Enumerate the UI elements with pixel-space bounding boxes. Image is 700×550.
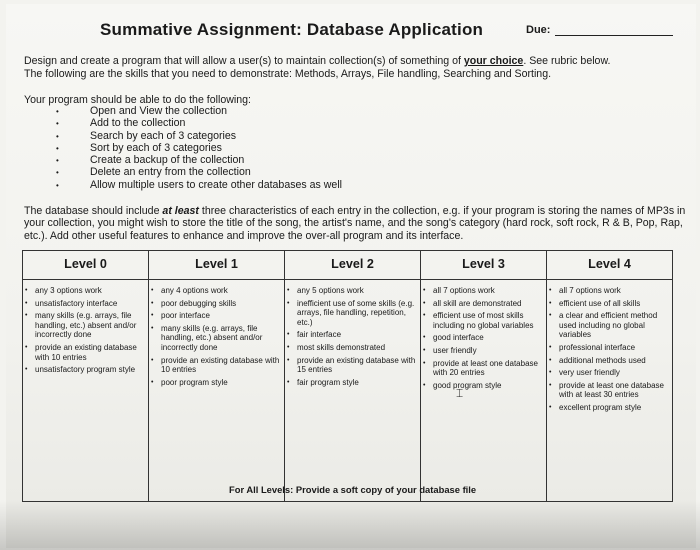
rubric-criterion: • any 3 options work bbox=[35, 286, 144, 296]
rubric-criterion: • provide an existing database with 10 entries bbox=[161, 356, 280, 375]
rubric-criterion: • most skills demonstrated bbox=[297, 343, 416, 353]
level-0-cell bbox=[23, 280, 149, 502]
rubric-criterion: • any 5 options work bbox=[297, 286, 416, 296]
requirement-item: • Create a backup of the collection bbox=[56, 154, 342, 166]
rubric-criterion: • many skills (e.g. arrays, file handling, etc.) absent and/or incorrectly done bbox=[35, 311, 144, 340]
characteristics-paragraph: The database should include at least three characteristics of each entry in the collection, e.g. if your program is storing the names of MP3s in your collection, you might wish to store the title of the song, the artist's name, and the song's category (hard rock, soft rock, R & B, Pop, Rap, etc.). Add other useful features to enhance and improve the over-all program and its interface. bbox=[24, 205, 686, 242]
rubric-criterion: • poor interface bbox=[161, 311, 280, 321]
intro-line-2: The following are the skills that you need to demonstrate: Methods, Arrays, File handling, Searching and Sorting. bbox=[24, 68, 552, 80]
level-1-cell bbox=[149, 280, 285, 502]
requirement-item: • Open and View the collection bbox=[56, 105, 342, 117]
rubric-criterion: • many skills (e.g. arrays, file handling, etc.) absent and/or incorrectly done bbox=[161, 324, 280, 353]
rubric-criterion: • fair program style bbox=[297, 378, 416, 388]
rubric-criterion: • inefficient use of some skills (e.g. arrays, file handling, repetition, etc.) bbox=[297, 299, 416, 328]
level-3-header: Level 3 bbox=[421, 251, 547, 280]
level-2-list bbox=[297, 286, 416, 387]
rubric-criterion: • provide at least one database with 20 entries bbox=[433, 359, 542, 378]
rubric-criterion: • professional interface bbox=[559, 343, 668, 353]
rubric-criterion: • good interface bbox=[433, 333, 542, 343]
rubric-criterion: • provide an existing database with 10 entries bbox=[35, 343, 144, 362]
rubric-criterion: • good program style bbox=[433, 381, 542, 391]
rubric-criterion: • provide at least one database with at least 30 entries bbox=[559, 381, 668, 400]
rubric-criterion: • poor debugging skills bbox=[161, 299, 280, 309]
rubric-table bbox=[22, 250, 673, 502]
level-4-cell bbox=[547, 280, 673, 502]
rubric-criterion: • all 7 options work bbox=[433, 286, 542, 296]
requirement-item: • Sort by each of 3 categories bbox=[56, 142, 342, 154]
rubric-criterion: • all skill are demonstrated bbox=[433, 299, 542, 309]
requirement-item: • Search by each of 3 categories bbox=[56, 130, 342, 142]
rubric-criterion: • a clear and efficient method used including no global variables bbox=[559, 311, 668, 340]
level-2-cell bbox=[285, 280, 421, 502]
level-3-cell bbox=[421, 280, 547, 502]
at-least-emphasis: at least bbox=[162, 205, 199, 217]
rubric-criterion: • very user friendly bbox=[559, 368, 668, 378]
rubric-criterion: • user friendly bbox=[433, 346, 542, 356]
intro-line-1: Design and create a program that will allow a user(s) to maintain collection(s) of something of your choice. See rubric below. bbox=[24, 55, 611, 67]
rubric-criterion: • additional methods used bbox=[559, 356, 668, 366]
rubric-header-row bbox=[23, 251, 673, 280]
level-3-list bbox=[433, 286, 542, 390]
rubric-body-row bbox=[23, 280, 673, 502]
requirements-heading: Your program should be able to do the following: bbox=[24, 94, 251, 106]
rubric-criterion: • unsatisfactory program style bbox=[35, 365, 144, 375]
level-2-header: Level 2 bbox=[285, 251, 421, 280]
page-title: Summative Assignment: Database Application bbox=[100, 20, 484, 39]
rubric-criterion: • provide an existing database with 15 entries bbox=[297, 356, 416, 375]
rubric-criterion: • all 7 options work bbox=[559, 286, 668, 296]
due-line bbox=[555, 35, 673, 36]
level-1-header: Level 1 bbox=[149, 251, 285, 280]
intro-text bbox=[24, 55, 664, 81]
level-0-list bbox=[35, 286, 144, 375]
level-4-list bbox=[559, 286, 668, 413]
text-cursor-icon: ⌶ bbox=[456, 386, 464, 400]
requirements-list bbox=[56, 105, 342, 191]
due-label: Due: bbox=[526, 24, 551, 36]
rubric-criterion: • poor program style bbox=[161, 378, 280, 388]
rubric-criterion: • any 4 options work bbox=[161, 286, 280, 296]
rubric-criterion: • excellent program style bbox=[559, 403, 668, 413]
rubric-criterion: • fair interface bbox=[297, 330, 416, 340]
requirement-item: • Delete an entry from the collection bbox=[56, 166, 342, 178]
requirement-item: • Allow multiple users to create other databases as well bbox=[56, 179, 342, 191]
level-0-header: Level 0 bbox=[23, 251, 149, 280]
rubric-footer-note: For All Levels: Provide a soft copy of your database file bbox=[229, 484, 477, 495]
your-choice-emphasis: your choice bbox=[463, 55, 524, 67]
rubric-criterion: • efficient use of all skills bbox=[559, 299, 668, 309]
level-4-header: Level 4 bbox=[547, 251, 673, 280]
level-1-list bbox=[161, 286, 280, 387]
rubric-criterion: • efficient use of most skills including no global variables bbox=[433, 311, 542, 330]
rubric-criterion: • unsatisfactory interface bbox=[35, 299, 144, 309]
requirement-item: • Add to the collection bbox=[56, 117, 342, 129]
